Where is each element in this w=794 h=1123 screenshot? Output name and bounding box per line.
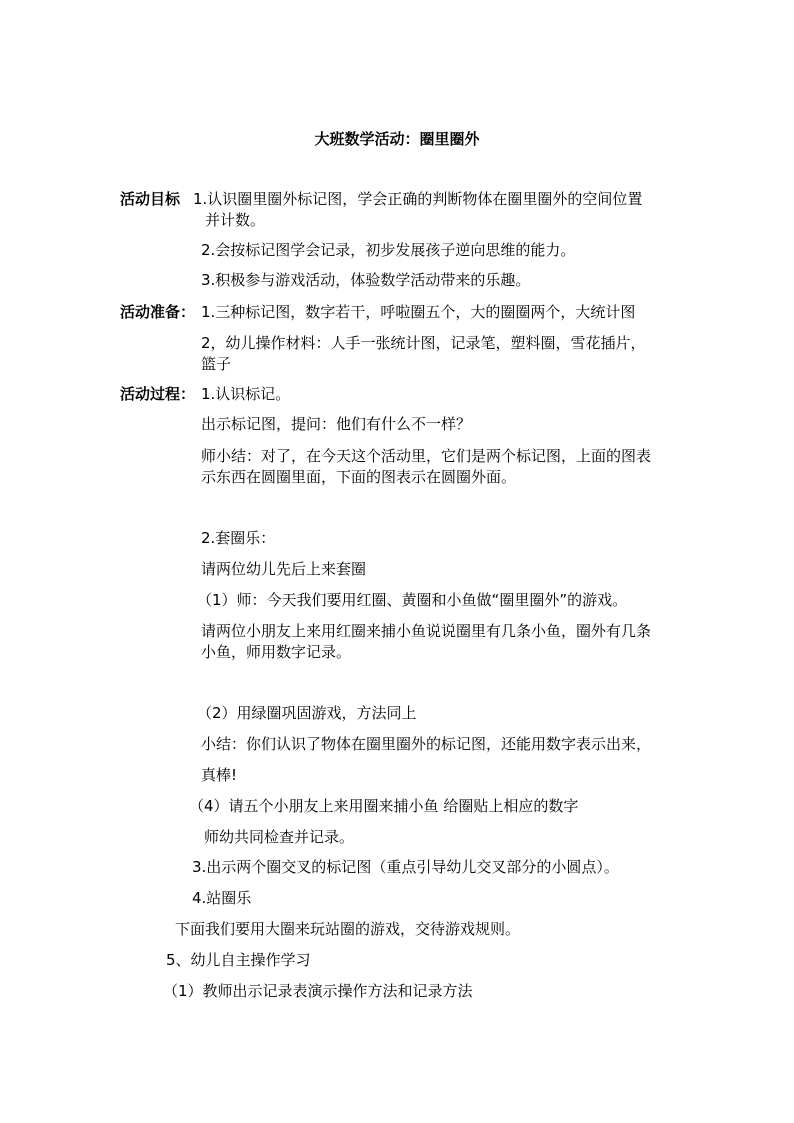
process-line: 3.出示两个圈交叉的标记图（重点引导幼儿交叉部分的小圆点）。 [192, 858, 619, 876]
process-line: 师小结：对了，在今天这个活动里，它们是两个标记图，上面的图表 [201, 447, 652, 465]
goal-line: 3.积极参与游戏活动，体验数学活动带来的乐趣。 [201, 271, 531, 289]
prep-line: 1.三种标记图，数字若干，呼啦圈五个，大的圈圈两个，大统计图 [201, 303, 636, 321]
process-line: 请两位小朋友上来用红圈来捕小鱼说说圈里有几条小鱼，圈外有几条 [201, 622, 652, 640]
prep-label: 活动准备： [120, 303, 196, 321]
process-line: 示东西在圆圈里面，下面的图表示在圆圈外面。 [201, 468, 517, 486]
process-line: 小结：你们认识了物体在圈里圈外的标记图，还能用数字表示出来， [201, 735, 652, 753]
process-line: 2.套圈乐： [201, 529, 276, 547]
process-line: 5、幼儿自主操作学习 [166, 951, 311, 969]
process-line: 请两位幼儿先后上来套圈 [201, 560, 367, 578]
process-line: 下面我们要用大圈来玩站圈的游戏，交待游戏规则。 [175, 920, 521, 938]
process-line: （1）师：今天我们要用红圈、黄圈和小鱼做“圈里圈外”的游戏。 [197, 591, 628, 609]
process-line: 1.认识标记。 [201, 385, 291, 403]
prep-line: 篮子 [201, 355, 232, 373]
process-line: 出示标记图，提问：他们有什么不一样？ [201, 415, 472, 433]
process-line: 小鱼，师用数字记录。 [201, 643, 352, 661]
process-label: 活动过程： [120, 385, 196, 403]
process-line: （2）用绿圈巩固游戏，方法同上 [197, 704, 417, 722]
prep-line: 2，幼儿操作材料：人手一张统计图，记录笔，塑料圈，雪花插片， [201, 334, 646, 352]
document-title: 大班数学活动：圈里圈外 [314, 130, 480, 148]
process-line: 师幼共同检查并记录。 [204, 828, 355, 846]
process-line: （1）教师出示记录表演示操作方法和记录方法 [163, 982, 473, 1000]
goal-line: 并计数。 [205, 211, 266, 229]
goal-line: 2.会按标记图学会记录，初步发展孩子逆向思维的能力。 [201, 241, 576, 259]
goal-line: 1.认识圈里圈外标记图，学会正确的判断物体在圈里圈外的空间位置 [193, 190, 643, 208]
process-line: （4）请五个小朋友上来用圈来捕小鱼 给圈贴上相应的数字 [189, 797, 579, 815]
process-line: 4.站圈乐 [192, 889, 252, 907]
goals-label: 活动目标 [120, 190, 181, 208]
process-line: 真棒! [201, 766, 238, 784]
